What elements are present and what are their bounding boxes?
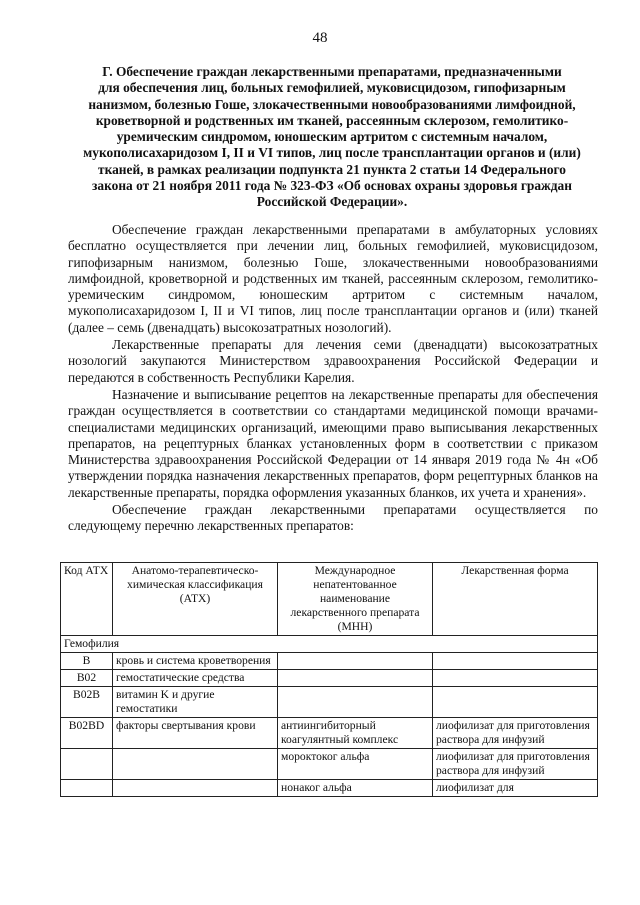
heading-line: уремическим синдромом, юношеским артритом с системным началом, bbox=[116, 129, 548, 145]
atx-name-cell: факторы свертывания крови bbox=[113, 718, 278, 749]
table-row bbox=[61, 718, 598, 749]
body-text bbox=[68, 222, 598, 535]
inn-cell bbox=[278, 670, 433, 687]
table-header-row bbox=[61, 563, 598, 636]
paragraph: Лекарственные препараты для лечения семи (двенадцати) высокозатратных нозологий закупаются Министерством здравоохранения Российской Федерации и передаются в собственность Республики Карелия. bbox=[68, 337, 598, 385]
paragraph: Обеспечение граждан лекарственными препаратами осуществляется по следующему перечню лекарственных препаратов: bbox=[68, 502, 598, 534]
group-title: Гемофилия bbox=[61, 636, 598, 653]
header-dosage-form: Лекарственная форма bbox=[433, 563, 598, 636]
atx-name-cell: гемостатические средства bbox=[113, 670, 278, 687]
form-cell bbox=[433, 687, 598, 718]
section-heading bbox=[68, 64, 596, 211]
atx-name-cell bbox=[113, 780, 278, 797]
atx-name-cell: витамин K и другие гемостатики bbox=[113, 687, 278, 718]
paragraph: Назначение и выписывание рецептов на лекарственные препараты для обеспечения граждан осуществляется в соответствии со стандартами медицинской помощи врачами-специалистами медицинских организаций, имеющими право выписывания лекарственных препаратов, на рецептурных бланках установленных форм в соответствии с приказом Министерства здравоохранения Российской Федерации от 14 января 2019 года № 4н «Об утверждении порядка назначения лекарственных препаратов, форм рецептурных бланков на лекарственные препараты, порядка оформления указанных бланков, их учета и хранения». bbox=[68, 386, 598, 500]
heading-line: Российской Федерации». bbox=[256, 194, 408, 210]
paragraph: Обеспечение граждан лекарственными препаратами в амбулаторных условиях бесплатно осуществляется при лечении лиц, больных гемофилией, муковисцидозом, гипофизарным нанизмом, болезнью Гоше, злокачественными новообразованиями лимфоидной, кроветворной и родственных им тканей, рассеянным склерозом, гемолитико-уремическим синдромом, юношеским артритом с системным началом, мукополисахаридозом I, II и VI типов, лиц после трансплантации органов и (или) тканей (далее – семь (двенадцать) высокозатратных нозологий). bbox=[68, 222, 598, 335]
atx-drug-table bbox=[60, 562, 598, 797]
inn-cell bbox=[278, 653, 433, 670]
heading-line: кроветворной и родственных им тканей, рассеянным склерозом, гемолитико- bbox=[95, 112, 569, 128]
atx-code-cell bbox=[61, 780, 113, 797]
form-cell: лиофилизат для приготовления раствора для инфузий bbox=[433, 749, 598, 780]
inn-cell: мороктоког альфа bbox=[278, 749, 433, 780]
atx-code-cell bbox=[61, 749, 113, 780]
table-row bbox=[61, 780, 598, 797]
atx-name-cell bbox=[113, 749, 278, 780]
heading-line: нанизмом, болезнью Гоше, злокачественными новообразованиями лимфоидной, bbox=[88, 96, 576, 112]
table-row bbox=[61, 670, 598, 687]
atx-code-cell: B02B bbox=[61, 687, 113, 718]
header-inn: Международное непатентованное наименование лекарственного препарата (МНН) bbox=[278, 563, 433, 636]
table-row bbox=[61, 687, 598, 718]
header-atx-code: Код АТХ bbox=[61, 563, 113, 636]
table-row bbox=[61, 653, 598, 670]
page-number: 48 bbox=[312, 30, 328, 46]
heading-line: Г. Обеспечение граждан лекарственными препаратами, предназначенными bbox=[102, 64, 562, 79]
heading-line: тканей, в рамках реализации подпункта 21 пункта 2 статьи 14 Федерального bbox=[98, 161, 566, 177]
header-atx-classification: Анатомо-терапевтическо-химическая классификация (АТХ) bbox=[113, 563, 278, 636]
table-row bbox=[61, 749, 598, 780]
atx-code-cell: B bbox=[61, 653, 113, 670]
heading-line: мукополисахаридозом I, II и VI типов, лиц после трансплантации органов и (или) bbox=[83, 145, 581, 161]
table-group-row bbox=[61, 636, 598, 653]
atx-name-cell: кровь и система кроветворения bbox=[113, 653, 278, 670]
inn-cell: антиингибиторный коагулянтный комплекс bbox=[278, 718, 433, 749]
form-cell: лиофилизат для bbox=[433, 780, 598, 797]
atx-code-cell: B02 bbox=[61, 670, 113, 687]
heading-line: закона от 21 ноября 2011 года № 323-ФЗ «Об основах охраны здоровья граждан bbox=[92, 178, 572, 194]
inn-cell: нонаког альфа bbox=[278, 780, 433, 797]
form-cell: лиофилизат для приготовления раствора для инфузий bbox=[433, 718, 598, 749]
atx-code-cell: B02BD bbox=[61, 718, 113, 749]
heading-line: для обеспечения лиц, больных гемофилией, муковисцидозом, гипофизарным bbox=[98, 80, 566, 96]
form-cell bbox=[433, 653, 598, 670]
inn-cell bbox=[278, 687, 433, 718]
form-cell bbox=[433, 670, 598, 687]
